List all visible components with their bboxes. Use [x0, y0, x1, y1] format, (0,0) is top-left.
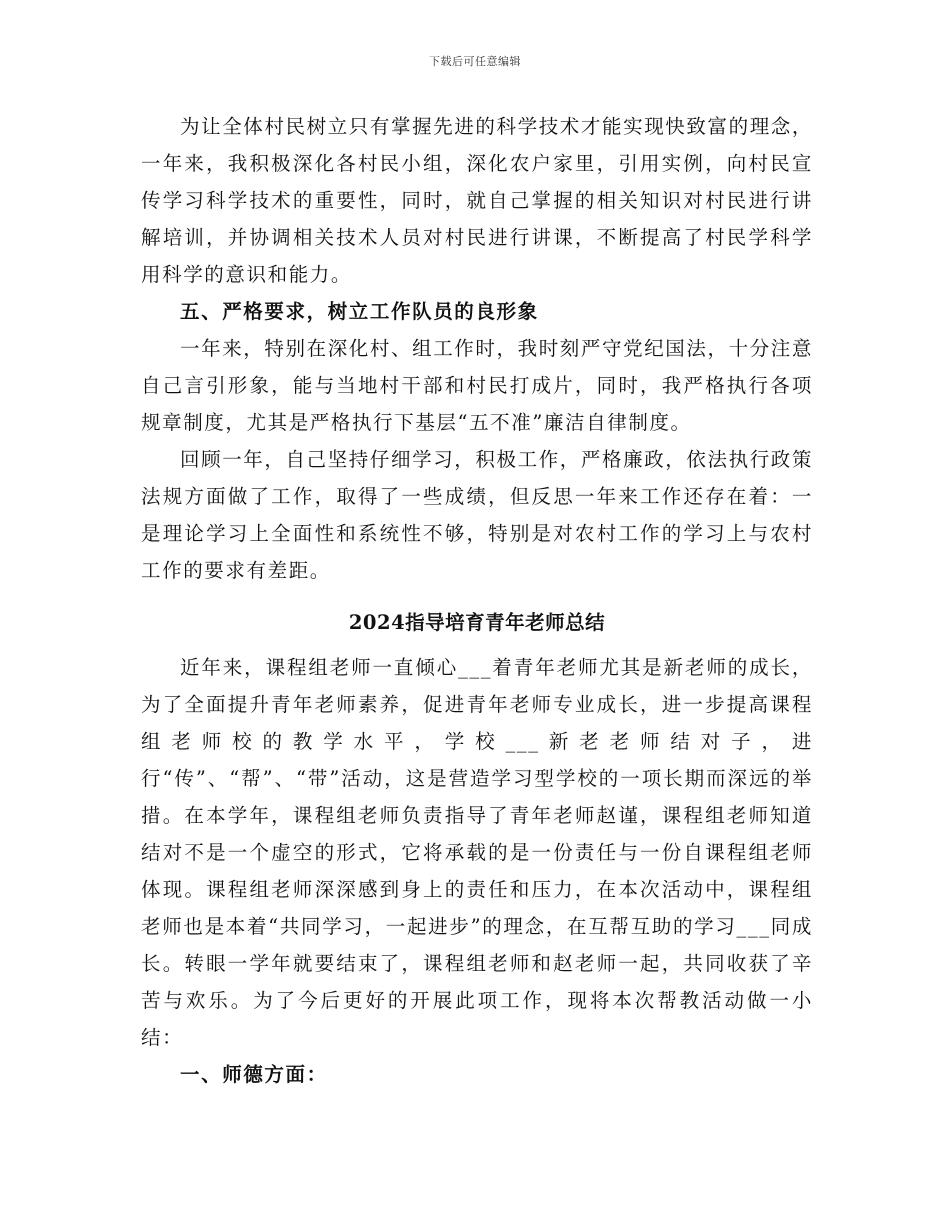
page-header-note: 下载后可任意编辑 — [429, 55, 521, 68]
paragraph-review: 回顾一年，自己坚持仔细学习，积极工作，严格廉政，依法执行政策法规方面做了工作，取得了一些成绩，但反思一年来工作还存在着：一是理论学习上全面性和系统性不够，特别是对农村工作的学习上与农村工作的要求有差距。 — [141, 448, 814, 582]
document-title: 2024指导培育青年老师总结 — [348, 611, 606, 634]
paragraph-science-promotion: 为让全体村民树立只有掌握先进的科学技术才能实现快致富的理念，一年来，我积极深化各村民小组，深化农户家里，引用实例，向村民宣传学习科学技术的重要性，同时，就自己掌握的相关知识对村民进行讲解培训，并协调相关技术人员对村民进行讲课，不断提高了村民学科学用科学的意识和能力。 — [141, 115, 814, 286]
heading-strict-requirements: 五、严格要求，树立工作队员的良形象 — [180, 300, 539, 323]
paragraph-mentoring-intro: 近年来，课程组老师一直倾心___着青年老师尤其是新老师的成长，为了全面提升青年老师素养，促进青年老师专业成长，进一步提高课程组老师校的教学水平，学校___新老老师结对子，进行“传”、“帮”、“带”活动，这是营造学习型学校的一项长期而深远的举措。在本学年，课程组老师负责指导了青年老师赵谨，课程组老师知道结对不是一个虚空的形式，它将承载的是一份责任与一份自课程组老师体现。课程组老师深深感到身上的责任和压力，在本次活动中，课程组老师也是本着“共同学习，一起进步”的理念，在互帮互助的学习___同成长。转眼一学年就要结束了，课程组老师和赵老师一起，共同收获了辛苦与欢乐。为了今后更好的开展此项工作，现将本次帮教活动做一小结： — [141, 656, 813, 1049]
heading-teacher-ethics: 一、师德方面： — [180, 1063, 328, 1086]
paragraph-discipline: 一年来，特别在深化村、组工作时，我时刻严守党纪国法，十分注意自己言引形象，能与当地村干部和村民打成片，同时，我严格执行各项规章制度，尤其是严格执行下基层“五不准”廉洁自律制度。 — [141, 337, 814, 434]
document-body — [141, 108, 813, 1093]
